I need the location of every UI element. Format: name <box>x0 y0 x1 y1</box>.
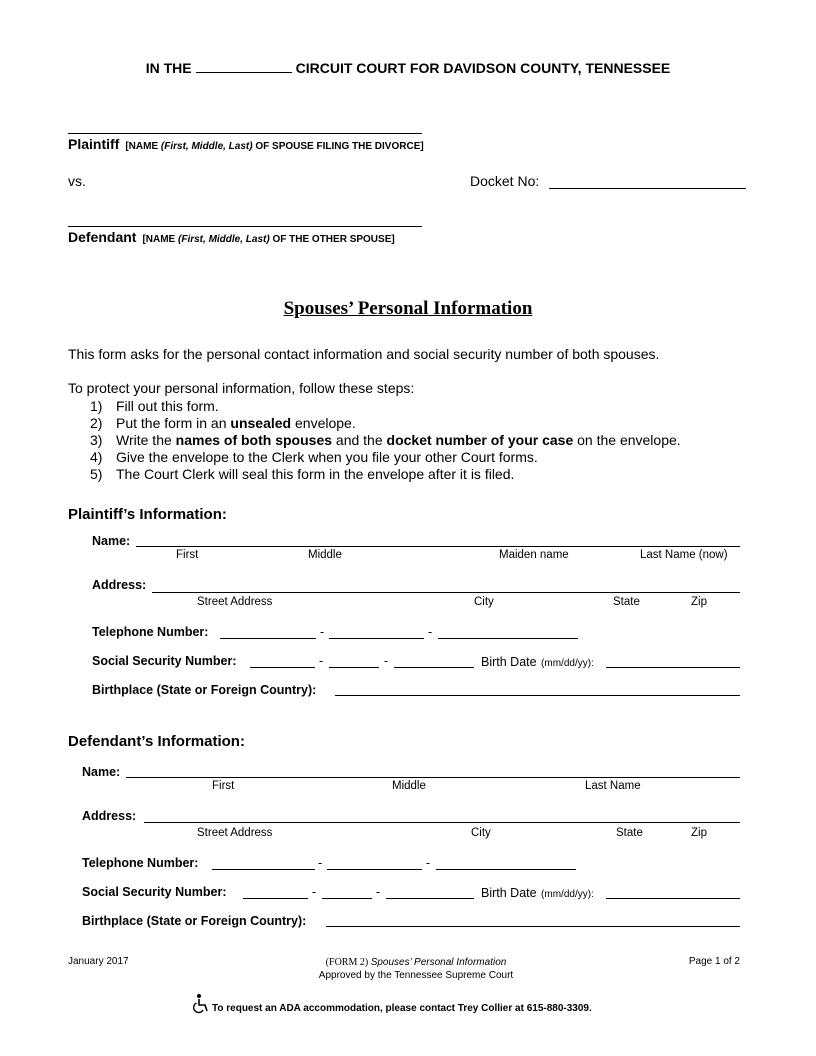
plaintiff-info-heading: Plaintiff’s Information: <box>68 506 227 523</box>
plaintiff-name-line[interactable] <box>68 133 422 134</box>
step-text: Write the <box>116 432 176 448</box>
step-number: 2) <box>90 415 103 431</box>
defendant-sub-last: Last Name <box>585 780 641 792</box>
defendant-note-b: (First, Middle, Last) <box>178 234 270 245</box>
defendant-birthdate-label <box>481 884 594 902</box>
defendant-name-label: Name: <box>82 765 121 779</box>
ada-notice: To request an ADA accommodation, please contact Trey Collier at 615-880-3309. <box>212 1003 592 1014</box>
defendant-phone-label: Telephone Number: <box>82 856 199 870</box>
birthdate-text: Birth Date <box>481 886 537 900</box>
plaintiff-ssn-3-field[interactable] <box>394 667 474 668</box>
footer-center <box>240 956 592 982</box>
wheelchair-icon <box>190 993 212 1015</box>
step-text: Put the form in an <box>116 415 231 431</box>
defendant-phone-line-field[interactable] <box>436 869 576 870</box>
footer-form-line <box>240 956 592 969</box>
defendant-sub-middle: Middle <box>392 780 426 792</box>
plaintiff-sub-first: First <box>176 549 199 561</box>
step-number: 4) <box>90 449 103 465</box>
plaintiff-ssn-2-field[interactable] <box>329 667 379 668</box>
footer-date: January 2017 <box>68 956 129 967</box>
plaintiff-sub-street: Street Address <box>197 596 273 608</box>
step-item <box>90 398 681 415</box>
footer-form-name: Spouses’ Personal Information <box>370 957 507 968</box>
dash: - <box>376 885 381 899</box>
step-text: Fill out this form. <box>116 398 219 414</box>
step-item <box>90 415 681 432</box>
dash: - <box>318 856 323 870</box>
plaintiff-phone-line-field[interactable] <box>438 638 578 639</box>
plaintiff-sub-maiden: Maiden name <box>499 549 569 561</box>
defendant-info-heading: Defendant’s Information: <box>68 733 245 750</box>
plaintiff-label: Plaintiff <box>68 136 120 152</box>
plaintiff-birthplace-label: Birthplace (State or Foreign Country): <box>92 683 317 697</box>
court-prefix: IN THE <box>145 60 192 76</box>
plaintiff-sub-state: State <box>613 596 640 608</box>
defendant-ssn-2-field[interactable] <box>322 898 372 899</box>
defendant-birthdate-field[interactable] <box>606 898 740 899</box>
plaintiff-sub-middle: Middle <box>308 549 342 561</box>
defendant-ssn-3-field[interactable] <box>386 898 474 899</box>
plaintiff-sub-city: City <box>474 596 494 608</box>
defendant-note <box>142 234 394 245</box>
step-item <box>90 432 681 449</box>
defendant-name-line[interactable] <box>68 226 422 227</box>
step-text: envelope. <box>291 415 356 431</box>
step-emphasis: unsealed <box>230 415 292 431</box>
plaintiff-ssn-1-field[interactable] <box>250 667 315 668</box>
defendant-birthplace-field[interactable] <box>326 926 740 927</box>
plaintiff-phone-prefix-field[interactable] <box>329 638 424 639</box>
step-emphasis: docket number of your case <box>386 432 574 448</box>
plaintiff-name-field[interactable] <box>136 546 740 547</box>
intro-text: This form asks for the personal contact information and social security number of both spouses. <box>68 346 660 362</box>
steps-intro: To protect your personal information, follow these steps: <box>68 380 415 396</box>
defendant-note-a: [NAME <box>142 234 179 245</box>
step-text: on the envelope. <box>573 432 681 448</box>
defendant-caption <box>68 229 395 247</box>
step-emphasis: names of both spouses <box>175 432 333 448</box>
defendant-sub-first: First <box>212 780 235 792</box>
plaintiff-phone-area-field[interactable] <box>220 638 316 639</box>
docket-label: Docket No: <box>470 173 540 189</box>
defendant-phone-area-field[interactable] <box>212 869 315 870</box>
defendant-birthplace-label: Birthplace (State or Foreign Country): <box>82 914 307 928</box>
plaintiff-ssn-label: Social Security Number: <box>92 654 237 668</box>
defendant-sub-street: Street Address <box>197 827 273 839</box>
defendant-sub-state: State <box>616 827 643 839</box>
court-name-blank[interactable] <box>196 60 292 73</box>
plaintiff-address-field[interactable] <box>152 592 740 593</box>
plaintiff-note-b: (First, Middle, Last) <box>160 141 253 152</box>
step-text: Give the envelope to the Clerk when you file your other Court forms. <box>116 449 538 465</box>
birthdate-format: (mm/dd/yy): <box>541 658 594 669</box>
defendant-address-field[interactable] <box>144 822 740 823</box>
plaintiff-sub-zip: Zip <box>691 596 707 608</box>
dash: - <box>426 856 431 870</box>
defendant-note-c: OF THE OTHER SPOUSE] <box>269 234 395 245</box>
dash: - <box>384 654 389 668</box>
step-item <box>90 466 681 483</box>
plaintiff-note-c: OF SPOUSE FILING THE DIVORCE] <box>252 141 424 152</box>
form-title: Spouses’ Personal Information <box>283 298 533 319</box>
docket-number-line[interactable] <box>549 188 746 189</box>
dash: - <box>320 625 325 639</box>
footer-page: Page 1 of 2 <box>688 956 740 967</box>
court-heading <box>0 60 816 76</box>
step-number: 5) <box>90 466 103 482</box>
step-text: The Court Clerk will seal this form in the envelope after it is filed. <box>116 466 515 482</box>
versus-label: vs. <box>68 173 86 189</box>
dash: - <box>428 625 433 639</box>
birthdate-format: (mm/dd/yy): <box>541 889 594 900</box>
defendant-ssn-1-field[interactable] <box>243 898 308 899</box>
plaintiff-note-a: [NAME <box>125 141 161 152</box>
plaintiff-birthdate-label <box>481 653 594 671</box>
plaintiff-sub-last: Last Name (now) <box>640 549 728 561</box>
step-number: 3) <box>90 432 103 448</box>
defendant-sub-zip: Zip <box>691 827 707 839</box>
plaintiff-note <box>125 141 423 152</box>
step-text: and the <box>332 432 387 448</box>
plaintiff-address-label: Address: <box>92 578 147 592</box>
defendant-label: Defendant <box>68 229 137 245</box>
step-item <box>90 449 681 466</box>
court-suffix: CIRCUIT COURT FOR DAVIDSON COUNTY, TENNESSEE <box>295 60 671 76</box>
defendant-address-label: Address: <box>82 809 137 823</box>
footer-approved: Approved by the Tennessee Supreme Court <box>318 970 514 981</box>
steps-list <box>68 398 681 483</box>
dash: - <box>312 885 317 899</box>
defendant-phone-prefix-field[interactable] <box>327 869 422 870</box>
step-number: 1) <box>90 398 103 414</box>
footer-form-number: (FORM 2) <box>325 957 371 968</box>
plaintiff-phone-label: Telephone Number: <box>92 625 209 639</box>
defendant-name-field[interactable] <box>126 777 740 778</box>
plaintiff-birthplace-field[interactable] <box>335 695 740 696</box>
defendant-ssn-label: Social Security Number: <box>82 885 227 899</box>
plaintiff-caption <box>68 136 424 154</box>
plaintiff-name-label: Name: <box>92 534 131 548</box>
birthdate-text: Birth Date <box>481 655 537 669</box>
plaintiff-birthdate-field[interactable] <box>606 667 740 668</box>
defendant-sub-city: City <box>471 827 491 839</box>
dash: - <box>319 654 324 668</box>
